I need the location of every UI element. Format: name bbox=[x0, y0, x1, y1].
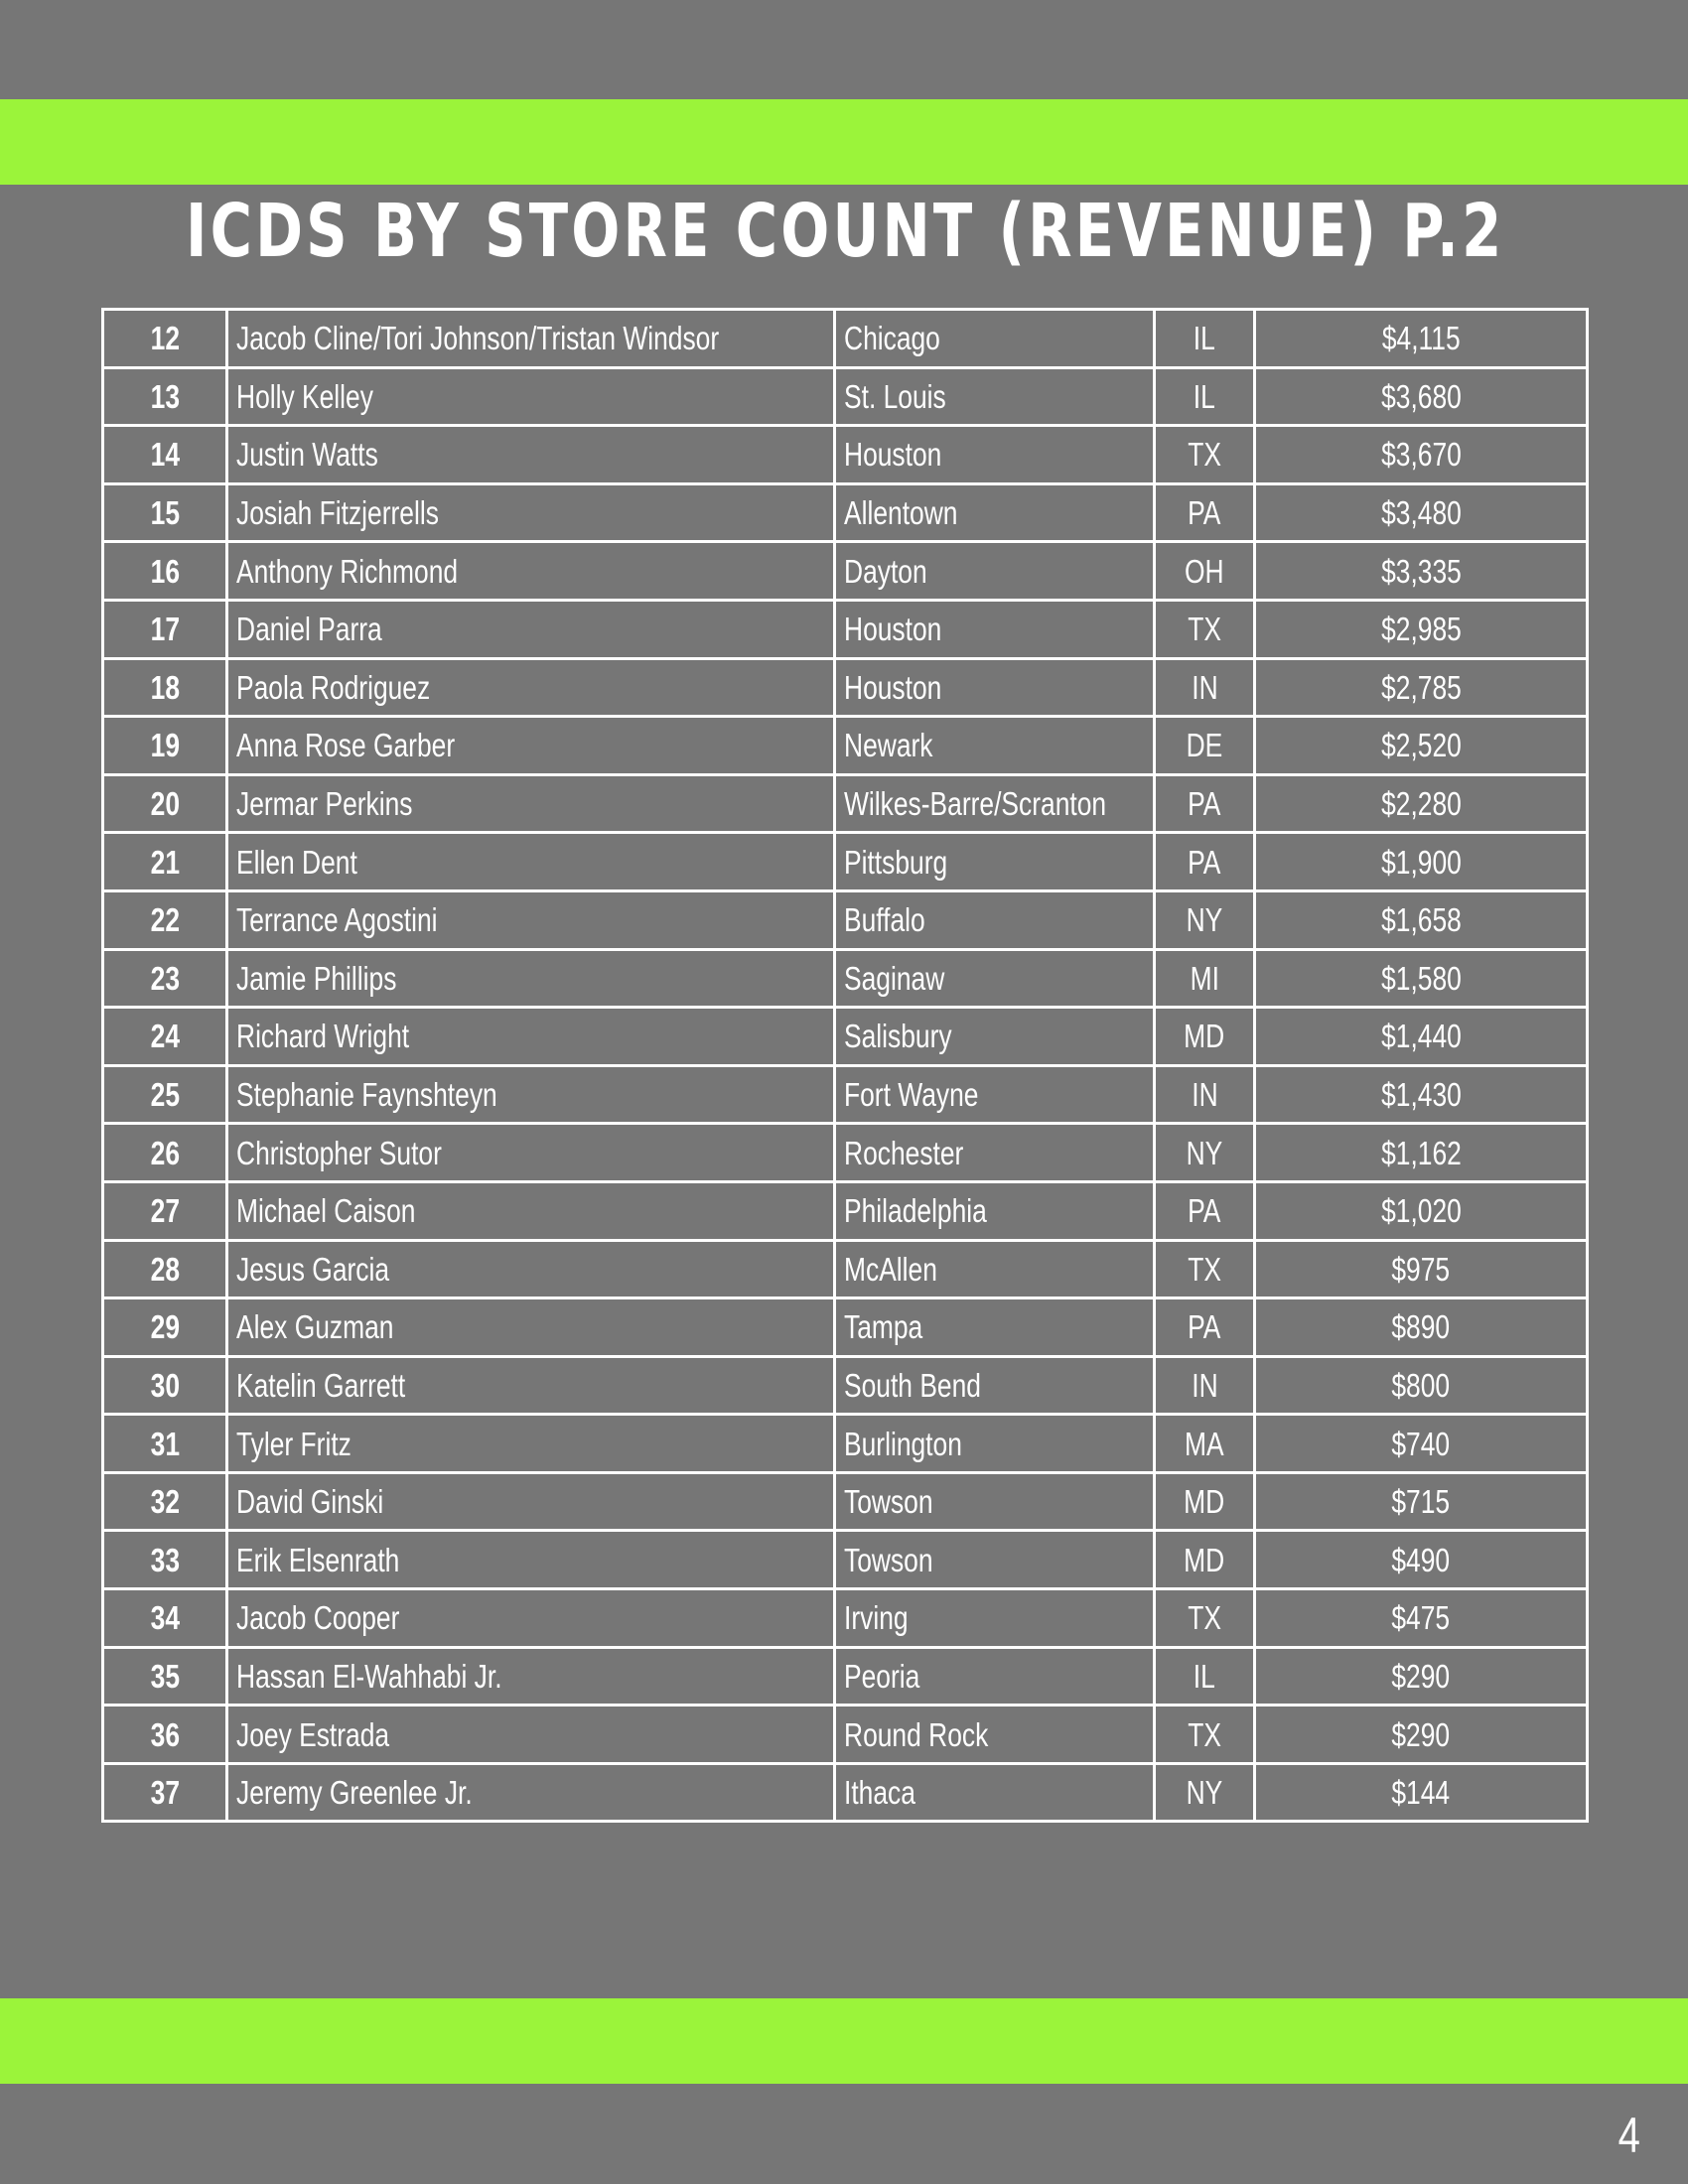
city-cell bbox=[835, 1589, 1155, 1648]
name-cell bbox=[227, 890, 835, 949]
rank-cell bbox=[103, 717, 227, 775]
revenue-cell-text: $3,680 bbox=[1380, 377, 1462, 415]
city-cell bbox=[835, 367, 1155, 426]
state-cell bbox=[1155, 600, 1255, 658]
rank-cell-text: 25 bbox=[150, 1076, 180, 1114]
city-cell bbox=[835, 1763, 1155, 1822]
revenue-cell-text: $290 bbox=[1391, 1657, 1451, 1695]
rank-cell-text: 15 bbox=[150, 494, 180, 532]
revenue-cell bbox=[1255, 483, 1588, 542]
city-cell-text: Chicago bbox=[844, 320, 940, 357]
table-row bbox=[103, 483, 1588, 542]
city-cell-text: Burlington bbox=[844, 1425, 962, 1462]
name-cell-text: Jamie Phillips bbox=[236, 959, 397, 997]
rank-cell-text: 35 bbox=[150, 1657, 180, 1695]
table-row bbox=[103, 1008, 1588, 1066]
revenue-cell bbox=[1255, 1706, 1588, 1764]
rank-cell-text: 14 bbox=[150, 436, 180, 474]
state-cell bbox=[1155, 890, 1255, 949]
name-cell-text: Daniel Parra bbox=[236, 611, 382, 648]
name-cell bbox=[227, 483, 835, 542]
revenue-cell-text: $1,440 bbox=[1380, 1018, 1462, 1055]
name-cell bbox=[227, 1531, 835, 1589]
state-cell-text: OH bbox=[1185, 552, 1224, 590]
name-cell bbox=[227, 1472, 835, 1531]
table-row bbox=[103, 1763, 1588, 1822]
rank-cell bbox=[103, 483, 227, 542]
table-row bbox=[103, 1415, 1588, 1473]
rank-cell-text: 31 bbox=[150, 1425, 180, 1462]
state-cell bbox=[1155, 1298, 1255, 1357]
city-cell-text: Towson bbox=[844, 1541, 933, 1578]
name-cell bbox=[227, 833, 835, 891]
city-cell-text: Pittsburg bbox=[844, 843, 948, 881]
state-cell bbox=[1155, 833, 1255, 891]
name-cell bbox=[227, 1181, 835, 1240]
rank-cell bbox=[103, 949, 227, 1008]
revenue-cell-text: $890 bbox=[1391, 1308, 1451, 1346]
page-number: 4 bbox=[1618, 2108, 1640, 2163]
city-cell bbox=[835, 1647, 1155, 1706]
city-cell bbox=[835, 542, 1155, 601]
rank-cell bbox=[103, 1647, 227, 1706]
name-cell-text: Richard Wright bbox=[236, 1018, 410, 1055]
city-cell-text: Houston bbox=[844, 611, 942, 648]
name-cell bbox=[227, 1298, 835, 1357]
revenue-cell-text: $4,115 bbox=[1381, 320, 1461, 357]
state-cell bbox=[1155, 1415, 1255, 1473]
revenue-cell-text: $800 bbox=[1391, 1366, 1451, 1404]
table-row bbox=[103, 367, 1588, 426]
state-cell bbox=[1155, 949, 1255, 1008]
name-cell bbox=[227, 1008, 835, 1066]
revenue-cell bbox=[1255, 542, 1588, 601]
state-cell-text: NY bbox=[1186, 901, 1223, 939]
revenue-cell bbox=[1255, 1124, 1588, 1182]
name-cell-text: Michael Caison bbox=[236, 1192, 416, 1230]
state-cell-text: TX bbox=[1188, 1715, 1221, 1753]
table-row bbox=[103, 1531, 1588, 1589]
name-cell bbox=[227, 1647, 835, 1706]
revenue-cell bbox=[1255, 1531, 1588, 1589]
state-cell bbox=[1155, 1124, 1255, 1182]
name-cell bbox=[227, 1124, 835, 1182]
city-cell-text: Towson bbox=[844, 1483, 933, 1521]
revenue-cell bbox=[1255, 717, 1588, 775]
city-cell bbox=[835, 1356, 1155, 1415]
city-cell-text: Wilkes-Barre/Scranton bbox=[844, 785, 1107, 823]
state-cell-text: PA bbox=[1188, 1192, 1221, 1230]
name-cell bbox=[227, 949, 835, 1008]
state-cell bbox=[1155, 367, 1255, 426]
state-cell-text: IL bbox=[1193, 320, 1216, 357]
rank-cell-text: 18 bbox=[150, 668, 180, 706]
name-cell-text: Katelin Garrett bbox=[236, 1366, 406, 1404]
name-cell-text: Stephanie Faynshteyn bbox=[236, 1076, 497, 1114]
rank-cell-text: 37 bbox=[150, 1774, 180, 1812]
state-cell-text: PA bbox=[1188, 785, 1221, 823]
revenue-cell bbox=[1255, 1415, 1588, 1473]
state-cell-text: IL bbox=[1193, 377, 1216, 415]
name-cell-text: Jeremy Greenlee Jr. bbox=[236, 1774, 473, 1812]
rank-cell-text: 13 bbox=[150, 377, 180, 415]
rank-cell bbox=[103, 1298, 227, 1357]
name-cell-text: Josiah Fitzjerrells bbox=[236, 494, 439, 532]
table-row bbox=[103, 426, 1588, 484]
rank-cell bbox=[103, 1589, 227, 1648]
rank-cell bbox=[103, 542, 227, 601]
revenue-cell bbox=[1255, 1356, 1588, 1415]
rank-cell-text: 22 bbox=[150, 901, 180, 939]
state-cell bbox=[1155, 774, 1255, 833]
rank-cell bbox=[103, 1472, 227, 1531]
table-row bbox=[103, 949, 1588, 1008]
state-cell-text: IN bbox=[1191, 668, 1218, 706]
state-cell bbox=[1155, 1763, 1255, 1822]
rank-cell-text: 32 bbox=[150, 1483, 180, 1521]
revenue-cell-text: $475 bbox=[1391, 1599, 1451, 1637]
revenue-cell bbox=[1255, 658, 1588, 717]
table-row bbox=[103, 1240, 1588, 1298]
state-cell-text: TX bbox=[1188, 1250, 1221, 1288]
state-cell-text: MD bbox=[1184, 1018, 1225, 1055]
rank-cell-text: 20 bbox=[150, 785, 180, 823]
name-cell-text: Paola Rodriguez bbox=[236, 668, 431, 706]
revenue-cell-text: $490 bbox=[1391, 1541, 1451, 1578]
name-cell bbox=[227, 426, 835, 484]
name-cell-text: Jesus Garcia bbox=[236, 1250, 390, 1288]
revenue-cell bbox=[1255, 1181, 1588, 1240]
rank-cell bbox=[103, 833, 227, 891]
rank-cell bbox=[103, 1240, 227, 1298]
table-row bbox=[103, 1706, 1588, 1764]
state-cell bbox=[1155, 1472, 1255, 1531]
revenue-cell bbox=[1255, 600, 1588, 658]
name-cell-text: Tyler Fritz bbox=[236, 1425, 352, 1462]
revenue-cell bbox=[1255, 1240, 1588, 1298]
rank-cell bbox=[103, 1706, 227, 1764]
table-row bbox=[103, 310, 1588, 368]
rank-cell bbox=[103, 600, 227, 658]
rank-cell-text: 23 bbox=[150, 959, 180, 997]
revenue-cell-text: $3,480 bbox=[1380, 494, 1462, 532]
table-row bbox=[103, 717, 1588, 775]
revenue-cell bbox=[1255, 890, 1588, 949]
name-cell-text: Jermar Perkins bbox=[236, 785, 413, 823]
city-cell bbox=[835, 949, 1155, 1008]
rank-cell bbox=[103, 1356, 227, 1415]
city-cell bbox=[835, 600, 1155, 658]
revenue-cell bbox=[1255, 1763, 1588, 1822]
city-cell bbox=[835, 833, 1155, 891]
table-row bbox=[103, 1647, 1588, 1706]
name-cell-text: Hassan El-Wahhabi Jr. bbox=[236, 1657, 502, 1695]
state-cell bbox=[1155, 717, 1255, 775]
revenue-cell bbox=[1255, 1008, 1588, 1066]
rank-cell-text: 28 bbox=[150, 1250, 180, 1288]
rank-cell-text: 34 bbox=[150, 1599, 180, 1637]
table-row bbox=[103, 600, 1588, 658]
revenue-cell-text: $1,020 bbox=[1380, 1192, 1462, 1230]
rank-cell bbox=[103, 1531, 227, 1589]
revenue-cell-text: $2,520 bbox=[1380, 727, 1462, 764]
city-cell-text: McAllen bbox=[844, 1250, 937, 1288]
revenue-cell-text: $2,785 bbox=[1380, 668, 1462, 706]
table-row bbox=[103, 833, 1588, 891]
city-cell bbox=[835, 1415, 1155, 1473]
revenue-cell-text: $715 bbox=[1391, 1483, 1451, 1521]
state-cell-text: PA bbox=[1188, 843, 1221, 881]
state-cell-text: NY bbox=[1186, 1774, 1223, 1812]
city-cell-text: Buffalo bbox=[844, 901, 925, 939]
table-row bbox=[103, 1356, 1588, 1415]
city-cell bbox=[835, 1298, 1155, 1357]
city-cell-text: Rochester bbox=[844, 1134, 964, 1171]
city-cell-text: Saginaw bbox=[844, 959, 945, 997]
city-cell bbox=[835, 1065, 1155, 1124]
page-title: ICDS BY STORE COUNT (REVENUE) P.2 bbox=[186, 189, 1505, 274]
rank-cell-text: 30 bbox=[150, 1366, 180, 1404]
table-row bbox=[103, 1589, 1588, 1648]
rank-cell-text: 21 bbox=[150, 843, 180, 881]
name-cell bbox=[227, 774, 835, 833]
name-cell-text: Jacob Cooper bbox=[236, 1599, 400, 1637]
city-cell-text: Fort Wayne bbox=[844, 1076, 979, 1114]
rank-cell bbox=[103, 1763, 227, 1822]
name-cell bbox=[227, 1240, 835, 1298]
revenue-cell-text: $3,335 bbox=[1380, 552, 1462, 590]
state-cell bbox=[1155, 1589, 1255, 1648]
revenue-cell bbox=[1255, 1065, 1588, 1124]
table-row bbox=[103, 1472, 1588, 1531]
rank-cell-text: 19 bbox=[150, 727, 180, 764]
table-row bbox=[103, 1124, 1588, 1182]
name-cell-text: Terrance Agostini bbox=[236, 901, 438, 939]
rank-cell bbox=[103, 426, 227, 484]
city-cell bbox=[835, 1240, 1155, 1298]
city-cell bbox=[835, 310, 1155, 368]
revenue-cell bbox=[1255, 310, 1588, 368]
name-cell-text: Erik Elsenrath bbox=[236, 1541, 400, 1578]
city-cell-text: St. Louis bbox=[844, 377, 946, 415]
rank-cell bbox=[103, 367, 227, 426]
state-cell bbox=[1155, 1647, 1255, 1706]
state-cell-text: PA bbox=[1188, 1308, 1221, 1346]
city-cell bbox=[835, 890, 1155, 949]
city-cell-text: Round Rock bbox=[844, 1715, 989, 1753]
name-cell bbox=[227, 1763, 835, 1822]
state-cell bbox=[1155, 542, 1255, 601]
rank-cell bbox=[103, 1008, 227, 1066]
state-cell bbox=[1155, 1065, 1255, 1124]
state-cell-text: IN bbox=[1191, 1076, 1218, 1114]
state-cell bbox=[1155, 1008, 1255, 1066]
state-cell-text: IN bbox=[1191, 1366, 1218, 1404]
state-cell-text: MD bbox=[1184, 1541, 1225, 1578]
top-accent-band bbox=[0, 99, 1688, 185]
state-cell bbox=[1155, 1356, 1255, 1415]
state-cell-text: TX bbox=[1188, 436, 1221, 474]
name-cell-text: David Ginski bbox=[236, 1483, 384, 1521]
revenue-cell bbox=[1255, 367, 1588, 426]
rank-cell bbox=[103, 890, 227, 949]
city-cell bbox=[835, 658, 1155, 717]
rank-cell-text: 12 bbox=[150, 320, 180, 357]
rank-cell-text: 27 bbox=[150, 1192, 180, 1230]
revenue-cell bbox=[1255, 1472, 1588, 1531]
name-cell-text: Alex Guzman bbox=[236, 1308, 394, 1346]
city-cell-text: Peoria bbox=[844, 1657, 920, 1695]
state-cell-text: MI bbox=[1190, 959, 1219, 997]
revenue-cell bbox=[1255, 774, 1588, 833]
state-cell-text: TX bbox=[1188, 611, 1221, 648]
city-cell bbox=[835, 483, 1155, 542]
state-cell bbox=[1155, 1240, 1255, 1298]
state-cell bbox=[1155, 310, 1255, 368]
rank-cell-text: 16 bbox=[150, 552, 180, 590]
city-cell bbox=[835, 1124, 1155, 1182]
name-cell bbox=[227, 1589, 835, 1648]
name-cell bbox=[227, 1065, 835, 1124]
city-cell-text: Tampa bbox=[844, 1308, 923, 1346]
table-row bbox=[103, 1181, 1588, 1240]
name-cell-text: Holly Kelley bbox=[236, 377, 373, 415]
city-cell-text: Irving bbox=[844, 1599, 909, 1637]
table-row bbox=[103, 774, 1588, 833]
rank-cell-text: 33 bbox=[150, 1541, 180, 1578]
state-cell bbox=[1155, 1181, 1255, 1240]
rank-cell-text: 24 bbox=[150, 1018, 180, 1055]
city-cell-text: Houston bbox=[844, 436, 942, 474]
rank-cell bbox=[103, 1124, 227, 1182]
city-cell bbox=[835, 1008, 1155, 1066]
state-cell-text: MA bbox=[1185, 1425, 1224, 1462]
revenue-cell-text: $2,280 bbox=[1380, 785, 1462, 823]
state-cell bbox=[1155, 483, 1255, 542]
state-cell-text: MD bbox=[1184, 1483, 1225, 1521]
name-cell bbox=[227, 717, 835, 775]
city-cell-text: Ithaca bbox=[844, 1774, 915, 1812]
revenue-cell-text: $1,162 bbox=[1380, 1134, 1462, 1171]
name-cell bbox=[227, 1356, 835, 1415]
revenue-cell-text: $2,985 bbox=[1380, 611, 1462, 648]
table-row bbox=[103, 542, 1588, 601]
revenue-cell-text: $144 bbox=[1391, 1774, 1451, 1812]
table-row bbox=[103, 1065, 1588, 1124]
name-cell-text: Christopher Sutor bbox=[236, 1134, 442, 1171]
table-row bbox=[103, 890, 1588, 949]
rank-cell bbox=[103, 658, 227, 717]
city-cell bbox=[835, 774, 1155, 833]
bottom-accent-band bbox=[0, 1998, 1688, 2084]
rank-cell bbox=[103, 1065, 227, 1124]
revenue-cell-text: $1,658 bbox=[1380, 901, 1462, 939]
state-cell-text: NY bbox=[1186, 1134, 1223, 1171]
revenue-cell bbox=[1255, 949, 1588, 1008]
name-cell-text: Ellen Dent bbox=[236, 843, 357, 881]
rank-cell-text: 29 bbox=[150, 1308, 180, 1346]
name-cell-text: Justin Watts bbox=[236, 436, 378, 474]
city-cell-text: Dayton bbox=[844, 552, 927, 590]
name-cell bbox=[227, 1706, 835, 1764]
revenue-cell-text: $975 bbox=[1391, 1250, 1451, 1288]
revenue-cell-text: $1,430 bbox=[1380, 1076, 1462, 1114]
city-cell bbox=[835, 426, 1155, 484]
name-cell-text: Joey Estrada bbox=[236, 1715, 390, 1753]
table-row bbox=[103, 658, 1588, 717]
revenue-cell bbox=[1255, 1589, 1588, 1648]
revenue-cell-text: $3,670 bbox=[1380, 436, 1462, 474]
state-cell-text: IL bbox=[1193, 1657, 1216, 1695]
revenue-cell bbox=[1255, 426, 1588, 484]
rank-cell-text: 26 bbox=[150, 1134, 180, 1171]
city-cell-text: Allentown bbox=[844, 494, 958, 532]
state-cell-text: PA bbox=[1188, 494, 1221, 532]
city-cell-text: South Bend bbox=[844, 1366, 981, 1404]
state-cell-text: DE bbox=[1186, 727, 1223, 764]
name-cell bbox=[227, 367, 835, 426]
state-cell bbox=[1155, 1706, 1255, 1764]
state-cell-text: TX bbox=[1188, 1599, 1221, 1637]
city-cell-text: Houston bbox=[844, 668, 942, 706]
city-cell-text: Philadelphia bbox=[844, 1192, 987, 1230]
name-cell-text: Anna Rose Garber bbox=[236, 727, 456, 764]
rank-cell-text: 36 bbox=[150, 1715, 180, 1753]
rank-cell bbox=[103, 774, 227, 833]
table-row bbox=[103, 1298, 1588, 1357]
city-cell bbox=[835, 1531, 1155, 1589]
name-cell bbox=[227, 658, 835, 717]
rank-cell bbox=[103, 1181, 227, 1240]
revenue-cell-text: $740 bbox=[1391, 1425, 1451, 1462]
store-revenue-table bbox=[101, 308, 1589, 1823]
name-cell-text: Anthony Richmond bbox=[236, 552, 459, 590]
city-cell-text: Salisbury bbox=[844, 1018, 952, 1055]
table-body bbox=[103, 310, 1588, 1822]
name-cell-text: Jacob Cline/Tori Johnson/Tristan Windsor bbox=[236, 320, 720, 357]
city-cell bbox=[835, 1181, 1155, 1240]
name-cell bbox=[227, 1415, 835, 1473]
rank-cell-text: 17 bbox=[150, 611, 180, 648]
state-cell bbox=[1155, 426, 1255, 484]
name-cell bbox=[227, 542, 835, 601]
revenue-cell-text: $1,900 bbox=[1380, 843, 1462, 881]
rank-cell bbox=[103, 310, 227, 368]
name-cell bbox=[227, 310, 835, 368]
state-cell bbox=[1155, 658, 1255, 717]
revenue-cell bbox=[1255, 833, 1588, 891]
name-cell bbox=[227, 600, 835, 658]
city-cell-text: Newark bbox=[844, 727, 933, 764]
city-cell bbox=[835, 1706, 1155, 1764]
rank-cell bbox=[103, 1415, 227, 1473]
city-cell bbox=[835, 717, 1155, 775]
revenue-cell-text: $1,580 bbox=[1380, 959, 1462, 997]
revenue-cell bbox=[1255, 1298, 1588, 1357]
revenue-cell bbox=[1255, 1647, 1588, 1706]
city-cell bbox=[835, 1472, 1155, 1531]
revenue-cell-text: $290 bbox=[1391, 1715, 1451, 1753]
state-cell bbox=[1155, 1531, 1255, 1589]
